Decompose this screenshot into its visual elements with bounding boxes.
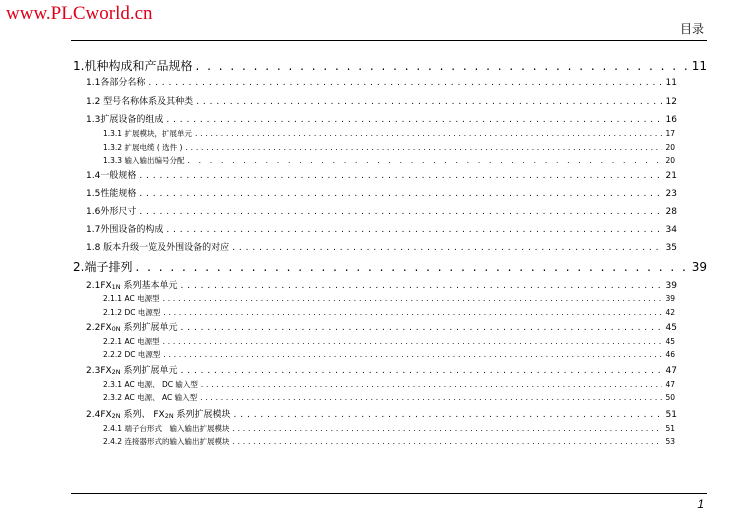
toc-entry-1-6[interactable] — [86, 204, 677, 217]
toc-entry-page: 21 — [665, 171, 677, 181]
dot-leader — [232, 243, 662, 253]
page-number: 1 — [697, 497, 704, 511]
toc-entry-page: 35 — [665, 243, 677, 253]
toc-entry-title: $2.2FX_{0N}$ 系列扩展单元 — [86, 323, 178, 333]
toc-entry-title: 1.5性能规格 — [86, 189, 137, 199]
toc-entry-title: 1.机种构成和产品规格 — [73, 59, 193, 73]
toc-entry-2-3[interactable] — [86, 363, 677, 376]
toc-entry-title: 2.4.1 端子台形式 输入输出扩展模块 — [103, 424, 230, 433]
toc-entry-page: 23 — [665, 189, 677, 199]
toc-entry-1-7[interactable] — [86, 222, 677, 235]
toc-entry-2-2[interactable] — [86, 320, 677, 333]
dot-leader — [163, 337, 663, 346]
toc-entry-1-1[interactable] — [86, 75, 677, 88]
toc-entry-1-3[interactable] — [86, 112, 677, 125]
toc-entry-2-2-2[interactable] — [103, 349, 675, 360]
dot-leader — [181, 323, 663, 333]
toc-entry-title: $2.4FX_{2N}$ 系列、 $FX_{2N}$ 系列扩展模块 — [86, 410, 231, 420]
toc-entry-1-5[interactable] — [86, 186, 677, 199]
toc-entry-title: 1.3扩展设备的组成 — [86, 115, 164, 125]
toc-entry-title: 1.3.3 输入输出编号分配 — [103, 156, 185, 165]
toc-entry-chapter-1[interactable] — [73, 57, 707, 73]
toc-entry-1-8[interactable] — [86, 240, 677, 253]
dot-leader — [232, 437, 662, 446]
dot-leader — [196, 97, 662, 107]
toc-entry-title: 1.6外形尺寸 — [86, 207, 137, 217]
toc-entry-1-4[interactable] — [86, 168, 677, 181]
dot-leader — [181, 281, 663, 291]
dot-leader — [195, 129, 662, 138]
toc-entry-2-4-2[interactable] — [103, 436, 675, 447]
toc-entry-title: 1.3.2 扩展电缆 ( 选件 ) — [103, 143, 183, 152]
toc-entry-page: 39 — [665, 281, 677, 291]
dot-leader — [166, 115, 662, 125]
toc-entry-title: 1.7外围设备的构成 — [86, 225, 164, 235]
toc-entry-title: $2.3FX_{2N}$ 系列扩展单元 — [86, 366, 178, 376]
toc-entry-2-1[interactable] — [86, 278, 677, 291]
toc-entry-title: 2.3.1 AC 电源、 DC 输入型 — [103, 380, 198, 389]
dot-leader — [185, 143, 662, 152]
toc-entry-page: 39 — [691, 260, 707, 274]
toc-entry-2-4-1[interactable] — [103, 423, 675, 434]
toc-entry-page: 47 — [665, 366, 677, 376]
dot-leader — [201, 380, 663, 389]
toc-entry-title: 2.2.1 AC 电源型 — [103, 337, 160, 346]
dot-leader — [135, 260, 688, 274]
toc-entry-title: 2.1.1 AC 电源型 — [103, 294, 160, 303]
toc-entry-page: 50 — [665, 393, 675, 402]
footer-divider — [71, 493, 707, 494]
toc-entry-page: 47 — [665, 380, 675, 389]
toc-entry-1-3-3[interactable] — [103, 155, 675, 166]
toc-entry-page: 11 — [691, 59, 707, 73]
dot-leader — [232, 424, 662, 433]
dot-leader — [234, 410, 663, 420]
toc-entry-2-3-1[interactable] — [103, 379, 675, 390]
toc-entry-page: 53 — [665, 437, 675, 446]
page-header-title: 目录 — [679, 22, 704, 36]
toc-entry-page: 51 — [665, 410, 677, 420]
toc-entry-title: 2.4.2 连接器形式的输入输出扩展模块 — [103, 437, 230, 446]
dot-leader — [181, 366, 663, 376]
toc-entry-chapter-2[interactable] — [73, 258, 707, 274]
toc-entry-1-3-2[interactable] — [103, 142, 675, 153]
toc-entry-page: 20 — [665, 143, 675, 152]
toc-entry-page: 45 — [665, 337, 675, 346]
toc-entry-page: 39 — [665, 294, 675, 303]
dot-leader — [139, 189, 662, 199]
dot-leader — [139, 171, 662, 181]
toc-entry-title: 1.2 型号名称体系及其种类 — [86, 97, 194, 107]
dot-leader — [139, 207, 662, 217]
toc-entry-title: $2.1FX_{1N}$ 系列基本单元 — [86, 281, 178, 291]
toc-entry-page: 17 — [665, 129, 675, 138]
toc-entry-page: 16 — [665, 115, 677, 125]
toc-entry-2-3-2[interactable] — [103, 392, 675, 403]
toc-entry-title: 2.2.2 DC 电源型 — [103, 350, 161, 359]
dot-leader — [166, 225, 662, 235]
dot-leader — [163, 308, 662, 317]
toc-entry-page: 11 — [665, 78, 677, 88]
toc-entry-page: 12 — [665, 97, 677, 107]
toc-entry-title: 1.4一般规格 — [86, 171, 137, 181]
toc-entry-2-2-1[interactable] — [103, 336, 675, 347]
toc-entry-title: 2.3.2 AC 电源、 AC 输入型 — [103, 393, 198, 402]
toc-entry-title: 2.1.2 DC 电源型 — [103, 308, 161, 317]
toc-entry-page: 20 — [665, 156, 675, 165]
dot-leader — [163, 350, 662, 359]
toc-entry-1-3-1[interactable] — [103, 128, 675, 139]
toc-entry-title: 1.8 版本升级一览及外围设备的对应 — [86, 243, 230, 253]
toc-entry-2-1-2[interactable] — [103, 307, 675, 318]
toc-entry-page: 51 — [665, 424, 675, 433]
dot-leader — [200, 393, 662, 402]
toc-entry-title: 1.1各部分名称 — [86, 78, 146, 88]
toc-entry-title: 1.3.1 扩展模块，扩展单元 — [103, 129, 192, 138]
dot-leader — [187, 156, 662, 165]
toc-entry-2-1-1[interactable] — [103, 293, 675, 304]
toc-entry-page: 28 — [665, 207, 677, 217]
toc-entry-1-2[interactable] — [86, 94, 677, 107]
watermark-url[interactable]: www.PLCworld.cn — [6, 3, 153, 24]
toc-entry-title: 2.端子排列 — [73, 260, 133, 274]
toc-entry-page: 42 — [665, 308, 675, 317]
toc-entry-page: 46 — [665, 350, 675, 359]
dot-leader — [148, 78, 662, 88]
toc-entry-page: 34 — [665, 225, 677, 235]
toc-entry-2-4[interactable] — [86, 407, 677, 420]
toc-entry-page: 45 — [665, 323, 677, 333]
dot-leader — [163, 294, 663, 303]
dot-leader — [195, 59, 688, 73]
